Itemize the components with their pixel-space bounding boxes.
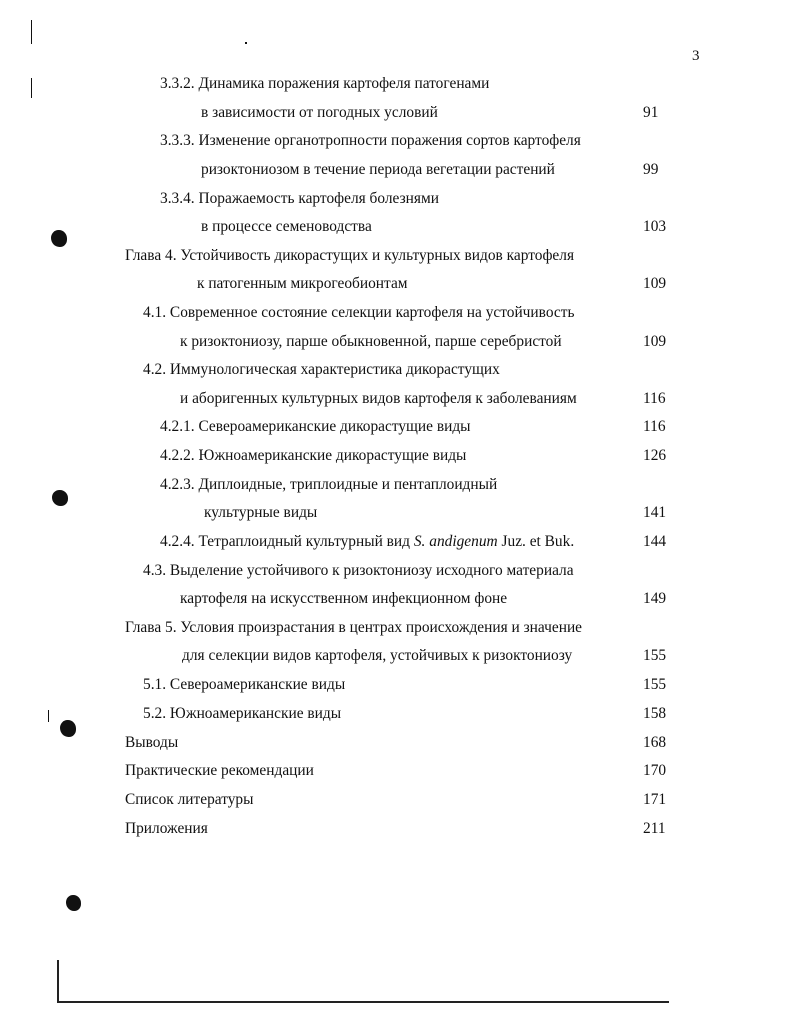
toc-page-number: 109 — [643, 275, 667, 292]
toc-entry-text: к ризоктониозу, парше обыкновенной, парше серебристой — [180, 333, 562, 350]
toc-page-number: 211 — [643, 820, 666, 837]
margin-mark — [48, 710, 49, 722]
toc-entry-text: 5.1. Североамериканские виды — [143, 676, 346, 693]
toc-page-number: 109 — [643, 333, 667, 350]
toc-entry-text — [160, 532, 574, 552]
margin-mark — [31, 20, 32, 44]
toc-chapter-text: к патогенным микрогеобионтам — [197, 275, 408, 292]
margin-mark — [31, 78, 32, 98]
toc-entry-text: культурные виды — [204, 504, 318, 521]
toc-entry-text: 3.3.2. Динамика поражения картофеля патогенами — [160, 75, 490, 92]
punch-hole — [51, 230, 67, 247]
toc-page-number: 144 — [643, 533, 667, 550]
species-name: S. andigenum — [413, 533, 498, 550]
toc-page-number: 155 — [643, 647, 667, 664]
punch-hole — [66, 895, 81, 911]
toc-page-number: 116 — [643, 418, 666, 435]
toc-entry-text: 5.2. Южноамериканские виды — [143, 705, 342, 722]
toc-entry-text: картофеля на искусственном инфекционном фоне — [180, 590, 508, 607]
toc-page-number: 170 — [643, 762, 667, 779]
toc-entry-text: 3.3.3. Изменение органотропности поражения сортов картофеля — [160, 132, 581, 149]
toc-entry-text: 4.3. Выделение устойчивого к ризоктониозу исходного материала — [143, 562, 574, 579]
toc-entry-text: 4.2.2. Южноамериканские дикорастущие виды — [160, 447, 467, 464]
toc-entry-text: 3.3.4. Поражаемость картофеля болезнями — [160, 190, 439, 207]
toc-entry-text: в зависимости от погодных условий — [201, 104, 438, 121]
toc-page-number: 103 — [643, 218, 667, 235]
toc-chapter-text: Выводы — [125, 734, 179, 751]
punch-hole — [52, 490, 68, 506]
toc-entry-text: и аборигенных культурных видов картофеля к заболеваниям — [180, 390, 577, 407]
toc-chapter-text: Глава 5. Условия произрастания в центрах происхождения и значение — [125, 619, 583, 636]
toc-page-number: 149 — [643, 590, 667, 607]
toc-entry-text: 4.1. Современное состояние селекции картофеля на устойчивость — [143, 304, 575, 321]
toc-page-number: 171 — [643, 791, 667, 808]
page-number: 3 — [692, 48, 700, 64]
margin-mark — [245, 42, 247, 44]
punch-hole — [60, 720, 76, 737]
toc-chapter-text: Глава 4. Устойчивость дикорастущих и культурных видов картофеля — [125, 247, 575, 264]
toc-page-number: 168 — [643, 734, 667, 751]
toc-entry-text: 4.2. Иммунологическая характеристика дикорастущих — [143, 361, 500, 378]
page-border — [57, 1001, 669, 1003]
toc-page-number: 99 — [643, 161, 659, 178]
toc-page-number: 116 — [643, 390, 666, 407]
toc-chapter-text: для селекции видов картофеля, устойчивых к ризоктониозу — [182, 647, 573, 664]
toc-page-number: 158 — [643, 705, 667, 722]
toc-page-number: 91 — [643, 104, 659, 121]
toc-entry-text: ризоктониозом в течение периода вегетации растений — [201, 161, 555, 178]
toc-chapter-text: Приложения — [125, 820, 208, 837]
toc-chapter-text: Практические рекомендации — [125, 762, 314, 779]
toc-entry-suffix: Juz. et Buk. — [497, 533, 575, 550]
toc-page-number: 155 — [643, 676, 667, 693]
toc-entry-text: 4.2.3. Диплоидные, триплоидные и пентаплоидный — [160, 476, 498, 493]
toc-entry-text: в процессе семеноводства — [201, 218, 372, 235]
toc-page-number: 141 — [643, 504, 667, 521]
toc-page-number: 126 — [643, 447, 667, 464]
page-border — [57, 960, 59, 1002]
toc-entry-prefix: 4.2.4. Тетраплоидный культурный вид — [160, 533, 414, 550]
toc-chapter-text: Список литературы — [125, 791, 254, 808]
toc-entry-text: 4.2.1. Североамериканские дикорастущие виды — [160, 418, 471, 435]
